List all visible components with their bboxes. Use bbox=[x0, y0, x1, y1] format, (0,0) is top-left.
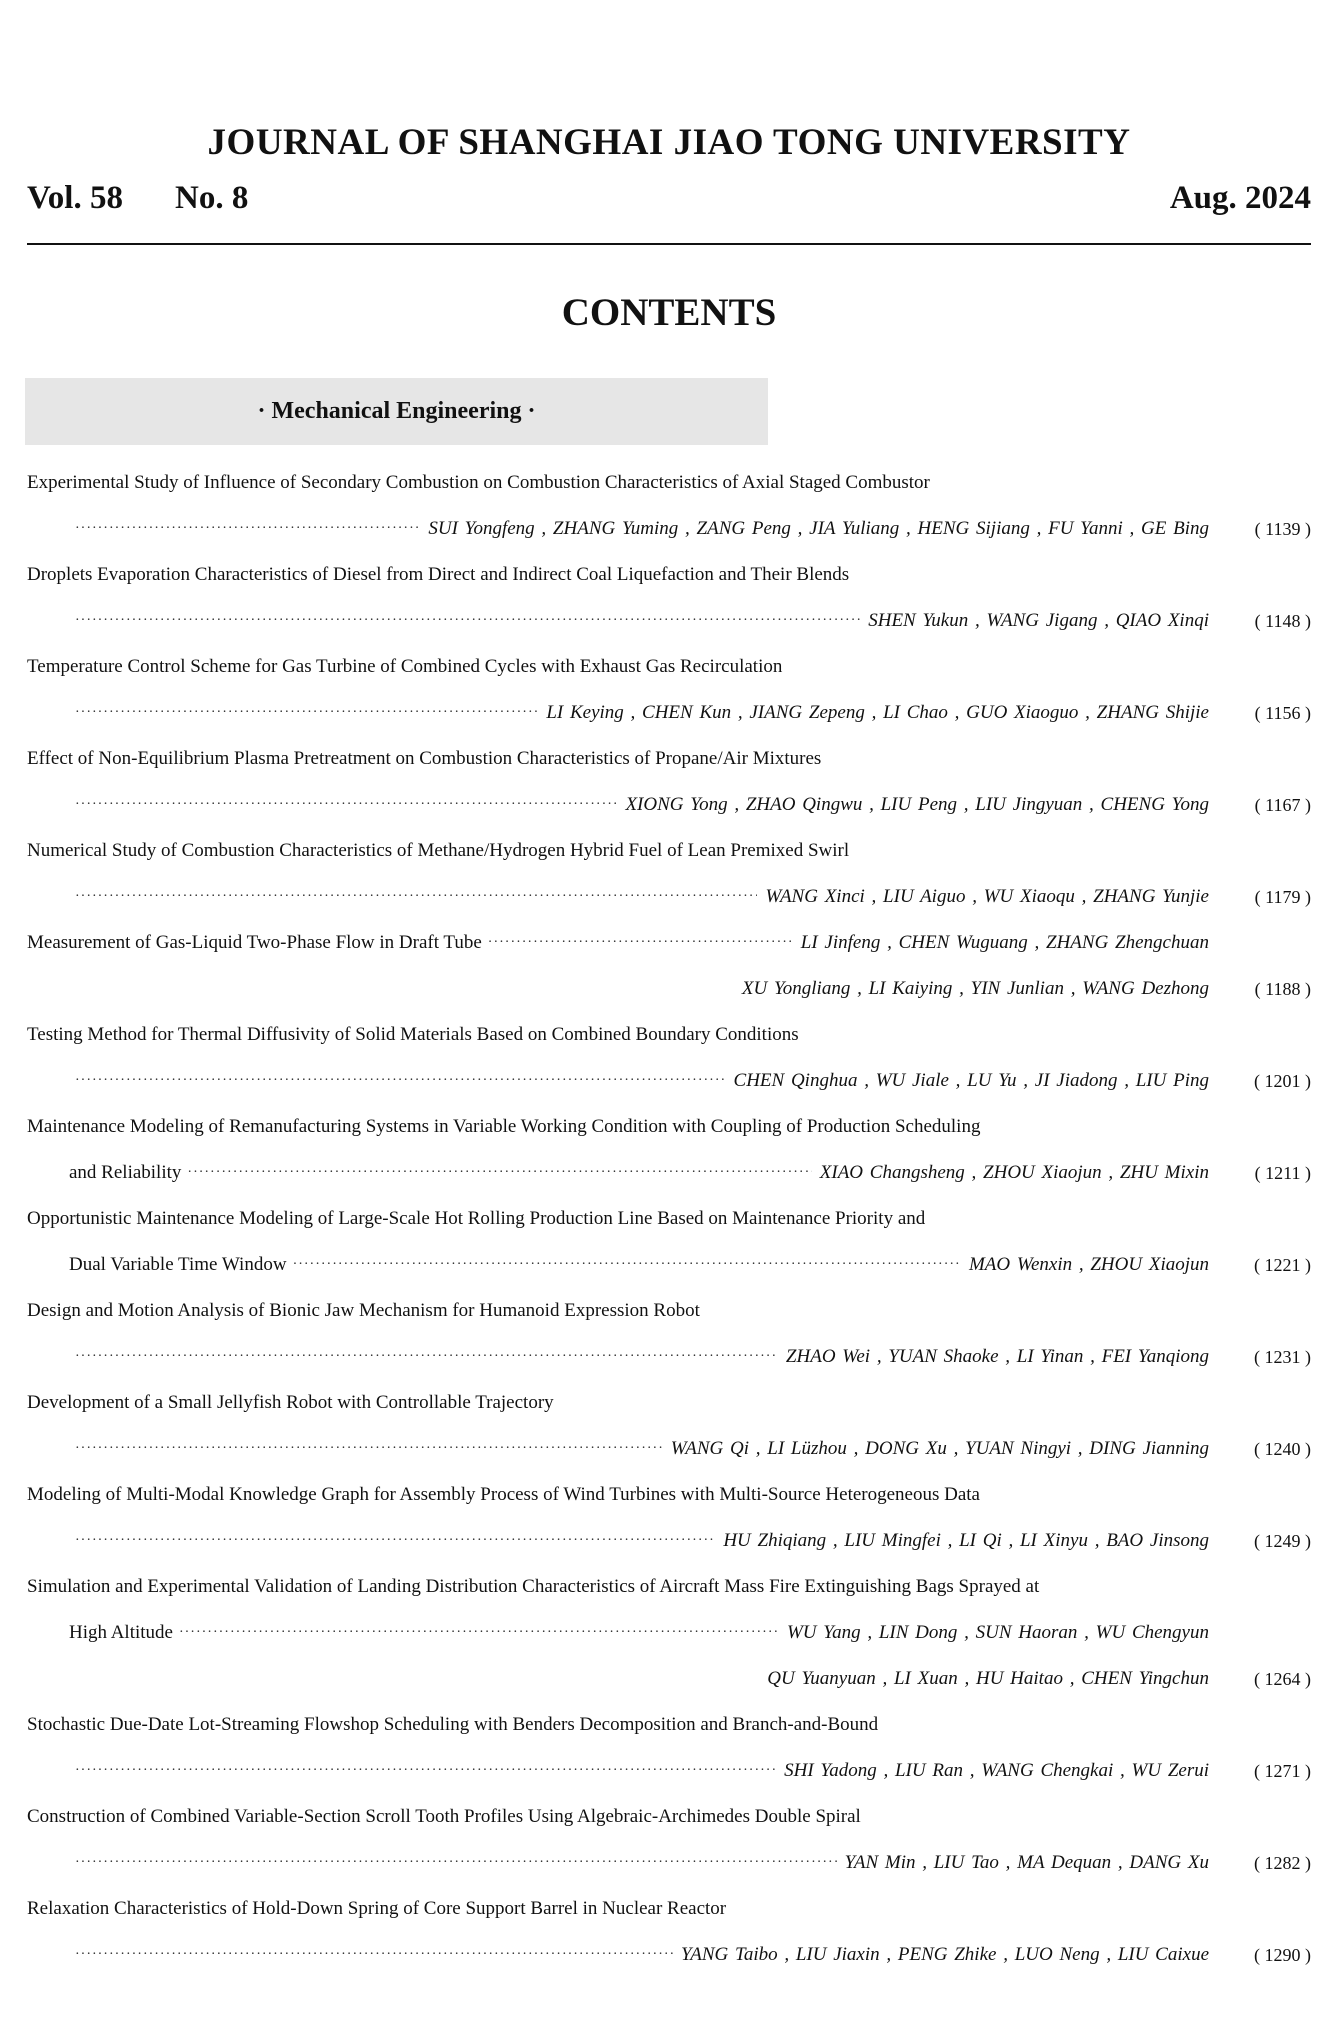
article-authors: YANG Taibo , LIU Jiaxin , PENG Zhike , LUO Neng , LIU Caixue bbox=[681, 1944, 1209, 1965]
page-number: ( 1221 ) bbox=[1254, 1255, 1311, 1275]
dot-leader bbox=[75, 598, 860, 644]
article-title: Modeling of Multi-Modal Knowledge Graph for Assembly Process of Wind Turbines with Multi-Source Heterogeneous Data bbox=[27, 1484, 980, 1505]
dot-leader bbox=[75, 1932, 673, 1978]
article-authors: LI Keying , CHEN Kun , JIANG Zepeng , LI Chao , GUO Xiaoguo , ZHANG Shijie bbox=[546, 702, 1209, 723]
article-authors: SHI Yadong , LIU Ran , WANG Chengkai , WU Zerui bbox=[784, 1760, 1209, 1781]
issue-number: No. 8 bbox=[175, 180, 249, 216]
dot-leader bbox=[75, 1426, 663, 1472]
author-line bbox=[27, 1058, 1311, 1104]
article-title: Opportunistic Maintenance Modeling of Large-Scale Hot Rolling Production Line Based on Maintenance Priority and bbox=[27, 1208, 926, 1229]
author-line bbox=[27, 1426, 1311, 1472]
page-number: ( 1179 ) bbox=[1254, 887, 1311, 907]
page-number: ( 1282 ) bbox=[1254, 1853, 1311, 1873]
volume: Vol. 58 bbox=[27, 180, 123, 216]
article-title: Numerical Study of Combustion Characteristics of Methane/Hydrogen Hybrid Fuel of Lean Premixed Swirl bbox=[27, 840, 850, 861]
article-title: Relaxation Characteristics of Hold-Down Spring of Core Support Barrel in Nuclear Reactor bbox=[27, 1898, 727, 1919]
page-number: ( 1231 ) bbox=[1254, 1347, 1311, 1367]
author-line bbox=[27, 1150, 1311, 1196]
article-authors: SUI Yongfeng , ZHANG Yuming , ZANG Peng , JIA Yuliang , HENG Sijiang , FU Yanni , GE Bing bbox=[428, 518, 1209, 539]
issue-date: Aug. 2024 bbox=[1169, 180, 1311, 216]
article-authors: WANG Qi , LI Lüzhou , DONG Xu , YUAN Ningyi , DING Jianning bbox=[670, 1438, 1209, 1459]
dot-leader bbox=[488, 920, 793, 966]
page-number: ( 1211 ) bbox=[1254, 1163, 1311, 1183]
author-line bbox=[27, 1610, 1311, 1656]
article-authors: MAO Wenxin , ZHOU Xiaojun bbox=[968, 1254, 1209, 1275]
article-authors: QU Yuanyuan , LI Xuan , HU Haitao , CHEN Yingchun bbox=[767, 1668, 1209, 1689]
author-line bbox=[27, 1334, 1311, 1380]
author-line bbox=[27, 1748, 1311, 1794]
issue-info bbox=[27, 174, 1311, 222]
author-line bbox=[27, 782, 1311, 828]
page-number: ( 1156 ) bbox=[1254, 703, 1311, 723]
journal-title: JOURNAL OF SHANGHAI JIAO TONG UNIVERSITY bbox=[207, 122, 1131, 163]
header-rule bbox=[27, 243, 1311, 245]
dot-leader bbox=[187, 1150, 811, 1196]
dot-leader bbox=[75, 1334, 778, 1380]
page-number: ( 1201 ) bbox=[1254, 1071, 1311, 1091]
article-authors: SHEN Yukun , WANG Jigang , QIAO Xinqi bbox=[868, 610, 1209, 631]
article-authors: WANG Xinci , LIU Aiguo , WU Xiaoqu , ZHANG Yunjie bbox=[765, 886, 1209, 907]
dot-leader bbox=[75, 690, 538, 736]
page-number: ( 1240 ) bbox=[1254, 1439, 1311, 1459]
page-number: ( 1249 ) bbox=[1254, 1531, 1311, 1551]
contents-heading: CONTENTS bbox=[561, 291, 777, 334]
dot-leader bbox=[75, 1748, 776, 1794]
article-title: Droplets Evaporation Characteristics of Diesel from Direct and Indirect Coal Liquefaction and Their Blends bbox=[27, 564, 850, 585]
article-title: Measurement of Gas-Liquid Two-Phase Flow in Draft Tube bbox=[27, 932, 482, 953]
dot-leader bbox=[75, 1058, 726, 1104]
article-title: Testing Method for Thermal Diffusivity of Solid Materials Based on Combined Boundary Conditions bbox=[27, 1024, 799, 1045]
dot-leader bbox=[293, 1242, 961, 1288]
article-title: Stochastic Due-Date Lot-Streaming Flowshop Scheduling with Benders Decomposition and Branch-and-Bound bbox=[27, 1714, 879, 1735]
article-title: Design and Motion Analysis of Bionic Jaw Mechanism for Humanoid Expression Robot bbox=[27, 1300, 700, 1321]
author-line bbox=[27, 506, 1311, 552]
author-line bbox=[27, 1840, 1311, 1886]
author-line bbox=[27, 966, 1311, 1012]
dot-leader bbox=[75, 1518, 715, 1564]
article-title: Experimental Study of Influence of Secondary Combustion on Combustion Characteristics of Axial Staged Combustor bbox=[27, 472, 930, 493]
section-heading: · Mechanical Engineering · bbox=[25, 378, 768, 445]
dot-leader bbox=[179, 1610, 779, 1656]
table-of-contents bbox=[27, 460, 1311, 1978]
dot-leader bbox=[75, 506, 420, 552]
article-authors: XIAO Changsheng , ZHOU Xiaojun , ZHU Mixin bbox=[819, 1162, 1209, 1183]
author-line bbox=[27, 1242, 1311, 1288]
author-line bbox=[27, 690, 1311, 736]
author-line bbox=[27, 920, 1311, 966]
page-number: ( 1290 ) bbox=[1254, 1945, 1311, 1965]
article-authors: HU Zhiqiang , LIU Mingfei , LI Qi , LI Xinyu , BAO Jinsong bbox=[723, 1530, 1209, 1551]
article-authors: XIONG Yong , ZHAO Qingwu , LIU Peng , LIU Jingyuan , CHENG Yong bbox=[625, 794, 1209, 815]
page-number: ( 1148 ) bbox=[1254, 611, 1311, 631]
author-line bbox=[27, 598, 1311, 644]
page-number: ( 1264 ) bbox=[1254, 1669, 1311, 1689]
article-authors: WU Yang , LIN Dong , SUN Haoran , WU Chengyun bbox=[786, 1622, 1209, 1643]
article-title: Temperature Control Scheme for Gas Turbine of Combined Cycles with Exhaust Gas Recirculation bbox=[27, 656, 783, 677]
article-title: Effect of Non-Equilibrium Plasma Pretreatment on Combustion Characteristics of Propane/Air Mixtures bbox=[27, 748, 822, 769]
author-line bbox=[27, 1656, 1311, 1702]
dot-leader bbox=[75, 782, 617, 828]
article-title-continuation: and Reliability bbox=[69, 1162, 182, 1183]
article-title: Simulation and Experimental Validation of Landing Distribution Characteristics of Aircraft Mass Fire Extinguishing Bags Sprayed at bbox=[27, 1576, 1040, 1597]
article-title: Development of a Small Jellyfish Robot with Controllable Trajectory bbox=[27, 1392, 554, 1413]
page-number: ( 1271 ) bbox=[1254, 1761, 1311, 1781]
dot-leader bbox=[75, 1840, 837, 1886]
article-title: Construction of Combined Variable-Section Scroll Tooth Profiles Using Algebraic-Archimedes Double Spiral bbox=[27, 1806, 861, 1827]
article-authors: XU Yongliang , LI Kaiying , YIN Junlian , WANG Dezhong bbox=[741, 978, 1209, 999]
article-authors: YAN Min , LIU Tao , MA Dequan , DANG Xu bbox=[844, 1852, 1209, 1873]
article-authors: LI Jinfeng , CHEN Wuguang , ZHANG Zhengchuan bbox=[800, 932, 1209, 953]
author-line bbox=[27, 874, 1311, 920]
article-authors: CHEN Qinghua , WU Jiale , LU Yu , JI Jiadong , LIU Ping bbox=[733, 1070, 1209, 1091]
article-authors: ZHAO Wei , YUAN Shaoke , LI Yinan , FEI Yanqiong bbox=[785, 1346, 1209, 1367]
page-number: ( 1139 ) bbox=[1254, 519, 1311, 539]
article-title-continuation: High Altitude bbox=[69, 1622, 173, 1643]
page-number: ( 1167 ) bbox=[1254, 795, 1311, 815]
article-title: Maintenance Modeling of Remanufacturing Systems in Variable Working Condition with Coupling of Production Scheduling bbox=[27, 1116, 981, 1137]
article-title-continuation: Dual Variable Time Window bbox=[69, 1254, 287, 1275]
page-number: ( 1188 ) bbox=[1254, 979, 1311, 999]
author-line bbox=[27, 1932, 1311, 1978]
author-line bbox=[27, 1518, 1311, 1564]
dot-leader bbox=[75, 874, 757, 920]
